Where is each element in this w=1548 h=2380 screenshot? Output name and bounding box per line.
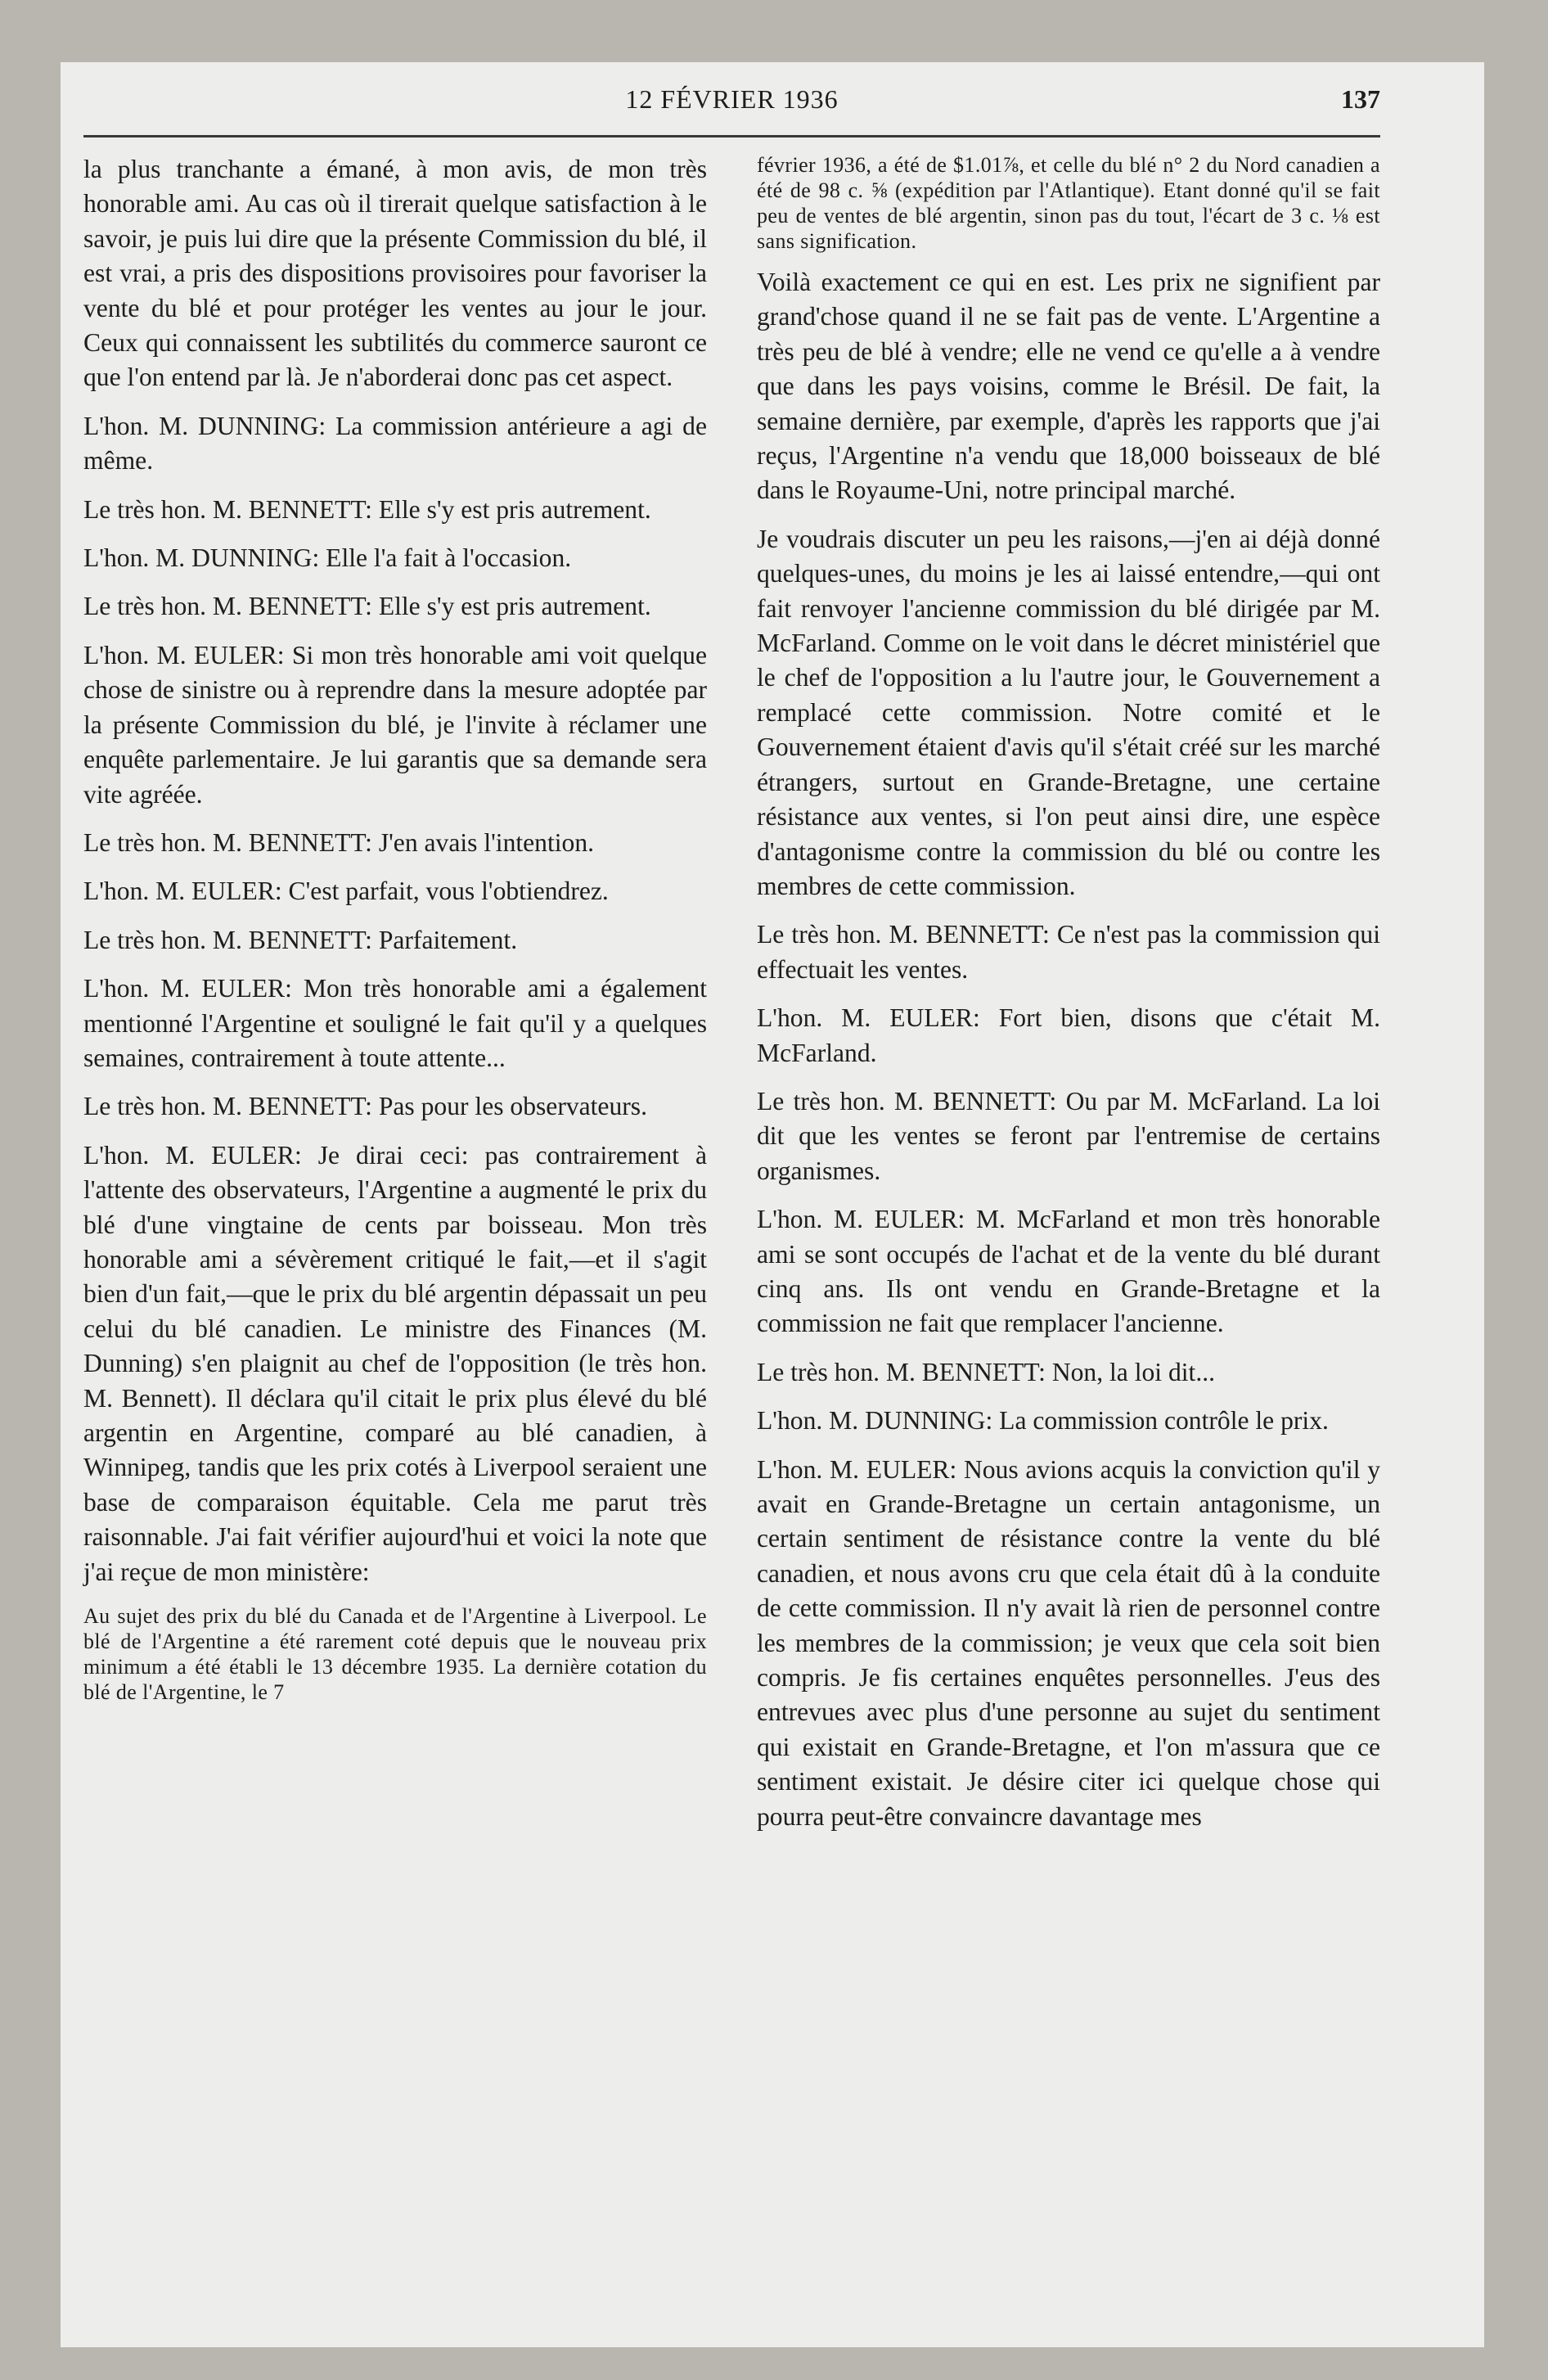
paragraph: L'hon. M. DUNNING: La commission contrôle le prix. bbox=[757, 1406, 1329, 1436]
paragraph: L'hon. M. EULER: M. McFarland et mon très honorable ami se sont occupés de l'achat et de la vente du blé durant cinq ans. Ils ont vendu en Grande-Bretagne et la commission ne fait que remplacer l'ancienne. bbox=[757, 1205, 1380, 1338]
quoted-note: février 1936, a été de $1.01⅞, et celle du blé n° 2 du Nord canadien a été de 98 c. ⅝ (expédition par l'Atlantique). Etant donné qu'il se fait peu de ventes de blé argentin, sinon pas du tout, l'écart de 3 c. ⅛ est sans signification. bbox=[757, 153, 1380, 253]
paragraph: L'hon. M. EULER: Nous avions acquis la conviction qu'il y avait en Grande-Bretagne un certain antagonisme, un certain sentiment de résistance contre la vente du blé canadien, et nous avons cru que cela était dû à la conduite de cette commission. Il n'y avait là rien de personnel contre les membres de la commission; je veux que cela soit bien compris. Je fis certaines enquêtes personnelles. J'eus des entrevues avec plus d'une personne au sujet du sentiment qui existait en Grande-Bretagne, et l'on m'assura que ce sentiment existait. Je désire citer ici quelque chose qui pourra peut-être convaincre davantage mes bbox=[757, 1454, 1380, 1831]
paragraph: Voilà exactement ce qui en est. Les prix ne signifient par grand'chose quand il ne se fait pas de vente. L'Argentine a très peu de blé à vendre; elle ne vend ce qu'elle a à vendre que dans les pays voisins, comme le Brésil. De fait, la semaine dernière, par exemple, d'après les rapports que j'ai reçus, l'Argentine n'a vendu que 18,000 boisseaux de blé dans le Royaume-Uni, notre principal marché. bbox=[757, 268, 1380, 505]
paragraph: Le très hon. M. BENNETT: Non, la loi dit... bbox=[757, 1357, 1216, 1386]
paragraph: Le très hon. M. BENNETT: Parfaitement. bbox=[83, 925, 518, 954]
page-number: 137 bbox=[1341, 84, 1380, 114]
quoted-note: Au sujet des prix du blé du Canada et de l'Argentine à Liverpool. Le blé de l'Argentine a été rarement coté depuis que le nouveau prix minimum a été établi le 13 décembre 1935. La dernière cotation du blé de l'Argentine, le 7 bbox=[83, 1604, 707, 1705]
paragraph: Le très hon. M. BENNETT: Ou par M. McFarland. La loi dit que les ventes se feront par l'entremise de certains organismes. bbox=[757, 1086, 1380, 1185]
paragraph: L'hon. M. EULER: C'est parfait, vous l'obtiendrez. bbox=[83, 877, 609, 906]
paragraph: L'hon. M. EULER: Mon très honorable ami a également mentionné l'Argentine et souligné le fait qu'il y a quelques semaines, contrairement à toute attente... bbox=[83, 974, 707, 1072]
paragraph: Le très hon. M. BENNETT: Elle s'y est pris autrement. bbox=[83, 494, 651, 524]
paragraph: Le très hon. M. BENNETT: Elle s'y est pris autrement. bbox=[83, 592, 651, 621]
paragraph: Je voudrais discuter un peu les raisons,—j'en ai déjà donné quelques-unes, du moins je les ai laissé entendre,—qui ont fait renvoyer l'ancienne commission du blé dirigée par M. McFarland. Comme on le voit dans le décret ministériel que le chef de l'opposition a lu l'autre jour, le Gouvernement a remplacé cette commission. Notre comité et le Gouvernement étaient d'avis qu'il s'était créé sur les marché étrangers, surtout en Grande-Bretagne, une certaine résistance aux ventes, si l'on peut ainsi dire, une espèce d'antagonisme contre la commission du blé ou contre les membres de cette commission. bbox=[757, 524, 1380, 900]
header-date: 12 FÉVRIER 1936 bbox=[625, 84, 839, 114]
page-header bbox=[83, 84, 1380, 137]
paragraph: L'hon. M. DUNNING: La commission antérieure a agi de même. bbox=[83, 411, 707, 476]
paragraph: L'hon. M. EULER: Fort bien, disons que c'était M. McFarland. bbox=[757, 1003, 1380, 1067]
paragraph: Le très hon. M. BENNETT: Ce n'est pas la commission qui effectuait les ventes. bbox=[757, 920, 1380, 984]
paragraph: L'hon. M. DUNNING: Elle l'a fait à l'occasion. bbox=[83, 543, 572, 573]
paragraph: Le très hon. M. BENNETT: Pas pour les observateurs. bbox=[83, 1092, 647, 1121]
paragraph: la plus tranchante a émané, à mon avis, de mon très honorable ami. Au cas où il tirerait quelque satisfaction à le savoir, je puis lui dire que la présente Commission du blé, il est vrai, a pris des dispositions provisoires pour favoriser la vente du blé et pour protéger les ventes au jour le jour. Ceux qui connaissent les subtilités du commerce sauront ce que l'on entend par là. Je n'aborderai donc pas cet aspect. bbox=[83, 155, 707, 392]
paragraph: L'hon. M. EULER: Si mon très honorable ami voit quelque chose de sinistre ou à reprendre dans la mesure adoptée par la présente Commission du blé, je l'invite à réclamer une enquête parlementaire. Je lui garantis que sa demande sera vite agréée. bbox=[83, 640, 707, 809]
paragraph: L'hon. M. EULER: Je dirai ceci: pas contrairement à l'attente des observateurs, l'Argentine a augmenté le prix du blé d'une vingtaine de cents par boisseau. Mon très honorable ami a sévèrement critiqué le fait,—et il s'agit bien d'un fait,—que le prix du blé argentin dépassait un peu celui du blé canadien. Le ministre des Finances (M. Dunning) s'en plaignit au chef de l'opposition (le très hon. M. Bennett). Il déclara qu'il citait le prix plus élevé du blé argentin en Argentine, comparé au blé canadien, à Winnipeg, tandis que les prix cotés à Liverpool seraient une base de comparaison équitable. Cela me parut très raisonnable. J'ai fait vérifier aujourd'hui et voici la note que j'ai reçue de mon ministère: bbox=[83, 1140, 707, 1586]
right-column bbox=[757, 152, 1380, 1848]
paragraph: Le très hon. M. BENNETT: J'en avais l'intention. bbox=[83, 827, 595, 857]
left-column bbox=[83, 152, 707, 1716]
